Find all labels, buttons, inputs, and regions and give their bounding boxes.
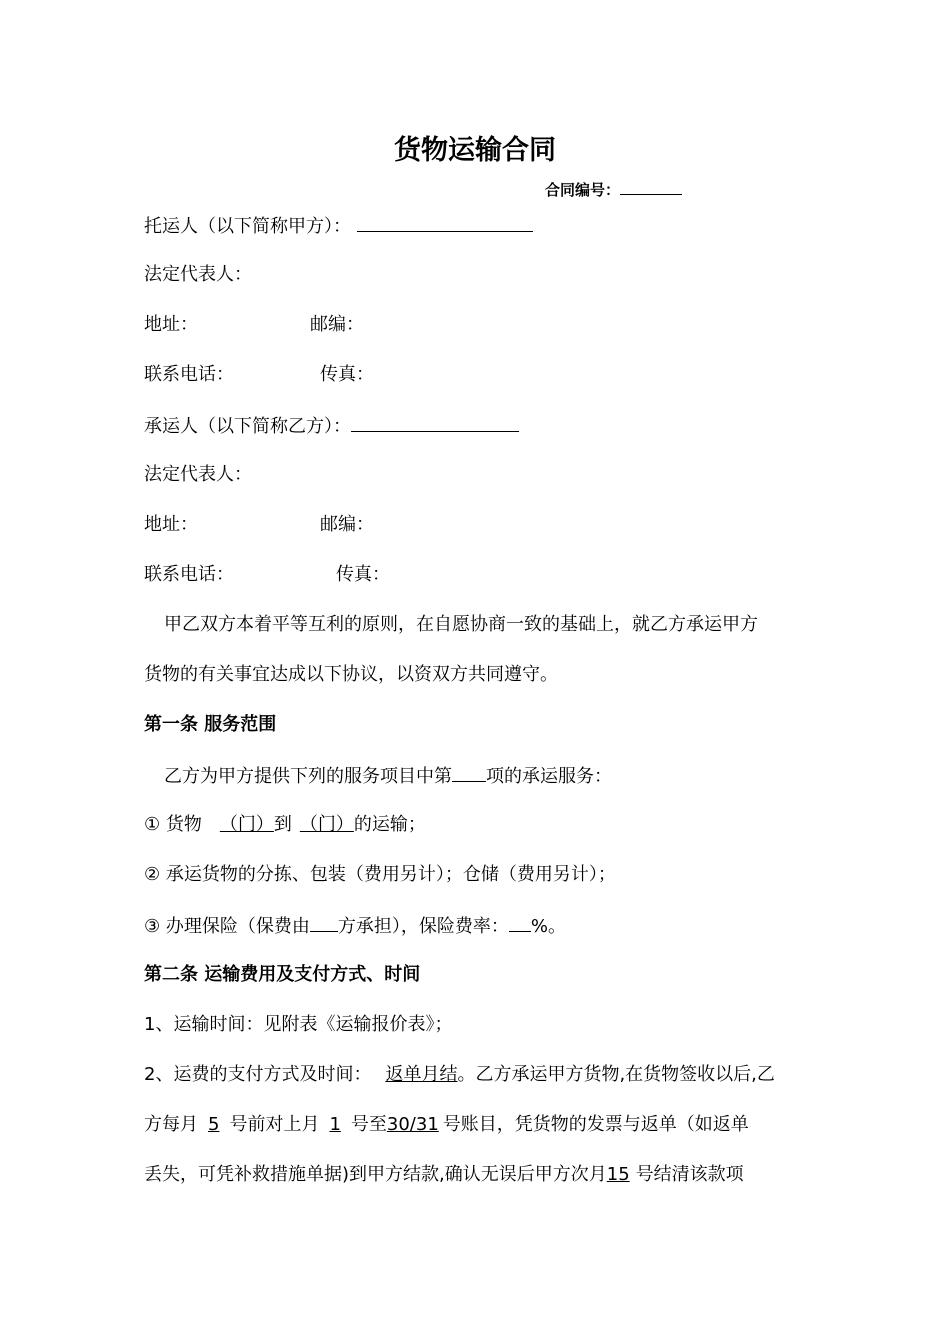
payment-text-b: 。乙方承运甲方货物,在货物签收以后,乙	[457, 1064, 775, 1085]
article-1-intro	[144, 763, 612, 789]
service-item-3-text-a: ③ 办理保险（保费由	[144, 916, 310, 937]
service-item-1-to: 到	[273, 814, 292, 835]
article-2-heading: 第二条 运输费用及支付方式、时间	[144, 964, 421, 985]
document-title: 货物运输合同	[394, 135, 556, 166]
destination-door: （门）	[299, 814, 354, 835]
party-b-blank	[351, 413, 519, 432]
contract-number-blank	[620, 176, 682, 195]
intro-line-2: 货物的有关事宜达成以下协议，以资双方共同遵守。	[144, 664, 558, 685]
article-2-item-2-line-2	[144, 1113, 749, 1137]
payment-line2-text-b: 号前对上月	[229, 1114, 320, 1135]
settlement-day	[607, 1164, 636, 1185]
party-a-line	[144, 213, 533, 239]
party-b-address-label: 地址：	[144, 514, 198, 535]
settlement-day-value: 15	[606, 1164, 630, 1185]
payment-line2-text-c: 号至	[350, 1114, 387, 1135]
article-1-heading: 第一条 服务范围	[144, 714, 277, 735]
period-start-day-value: 1	[329, 1114, 341, 1135]
origin-door: （门）	[219, 814, 274, 835]
period-start-day	[319, 1114, 350, 1135]
party-b-line	[144, 413, 519, 439]
payment-label: 2、运费的支付方式及时间：	[144, 1064, 372, 1085]
party-a-address-label: 地址：	[144, 314, 198, 335]
service-item-1	[144, 813, 426, 837]
party-a-rep: 法定代表人：	[144, 264, 252, 285]
party-a-label: 托运人（以下简称甲方）：	[144, 216, 351, 237]
article-2-item-2-line-3	[144, 1163, 744, 1187]
service-item-3-text-c: %。	[530, 916, 566, 937]
statement-day	[198, 1114, 229, 1135]
service-item-3-text-b: 方承担），保险费率：	[337, 916, 509, 937]
period-end-day	[387, 1114, 443, 1135]
period-end-day-value: 30/31	[386, 1114, 439, 1135]
service-item-blank	[452, 763, 486, 782]
article-1-intro-text-a: 乙方为甲方提供下列的服务项目中第	[164, 766, 452, 787]
service-item-1-text-b: 的运输；	[353, 814, 426, 835]
party-a-fax-label: 传真：	[320, 364, 374, 385]
contract-number-label: 合同编号：	[545, 181, 621, 199]
payment-line3-text-b: 号结清该款项	[635, 1164, 744, 1185]
article-2-item-2	[144, 1063, 775, 1087]
payment-line3-text-a: 丢失，可凭补救措施单据)到甲方结款,确认无误后甲方次月	[144, 1164, 607, 1185]
payment-line2-text-a: 方每月	[144, 1114, 198, 1135]
service-item-1-text-a: ① 货物	[144, 814, 202, 835]
party-a-phone-line	[144, 363, 374, 387]
payment-method: 返单月结	[385, 1064, 458, 1085]
insurance-party-blank	[310, 913, 338, 932]
contract-number	[545, 176, 682, 201]
intro-line-1: 甲乙双方本着平等互利的原则，在自愿协商一致的基础上，就乙方承运甲方	[164, 614, 758, 635]
party-b-address-line	[144, 513, 374, 537]
payment-line2-text-d: 号账目，凭货物的发票与返单（如返单	[442, 1114, 749, 1135]
party-a-blank	[357, 213, 533, 232]
service-item-3	[144, 913, 566, 939]
article-1-intro-text-b: 项的承运服务：	[486, 766, 612, 787]
statement-day-value: 5	[208, 1114, 220, 1135]
party-b-label: 承运人（以下简称乙方）：	[144, 416, 351, 437]
party-b-phone-line	[144, 563, 390, 587]
party-b-rep: 法定代表人：	[144, 464, 252, 485]
party-a-zip-label: 邮编：	[310, 314, 364, 335]
party-b-phone-label: 联系电话：	[144, 564, 234, 585]
insurance-rate-blank	[509, 913, 531, 932]
article-2-item-1: 1、运输时间：见附表《运输报价表》；	[144, 1014, 453, 1035]
party-b-fax-label: 传真：	[336, 564, 390, 585]
party-a-phone-label: 联系电话：	[144, 364, 234, 385]
service-item-2: ② 承运货物的分拣、包装（费用另计）；仓储（费用另计）；	[144, 864, 616, 885]
party-b-zip-label: 邮编：	[320, 514, 374, 535]
party-a-address-line	[144, 313, 364, 337]
